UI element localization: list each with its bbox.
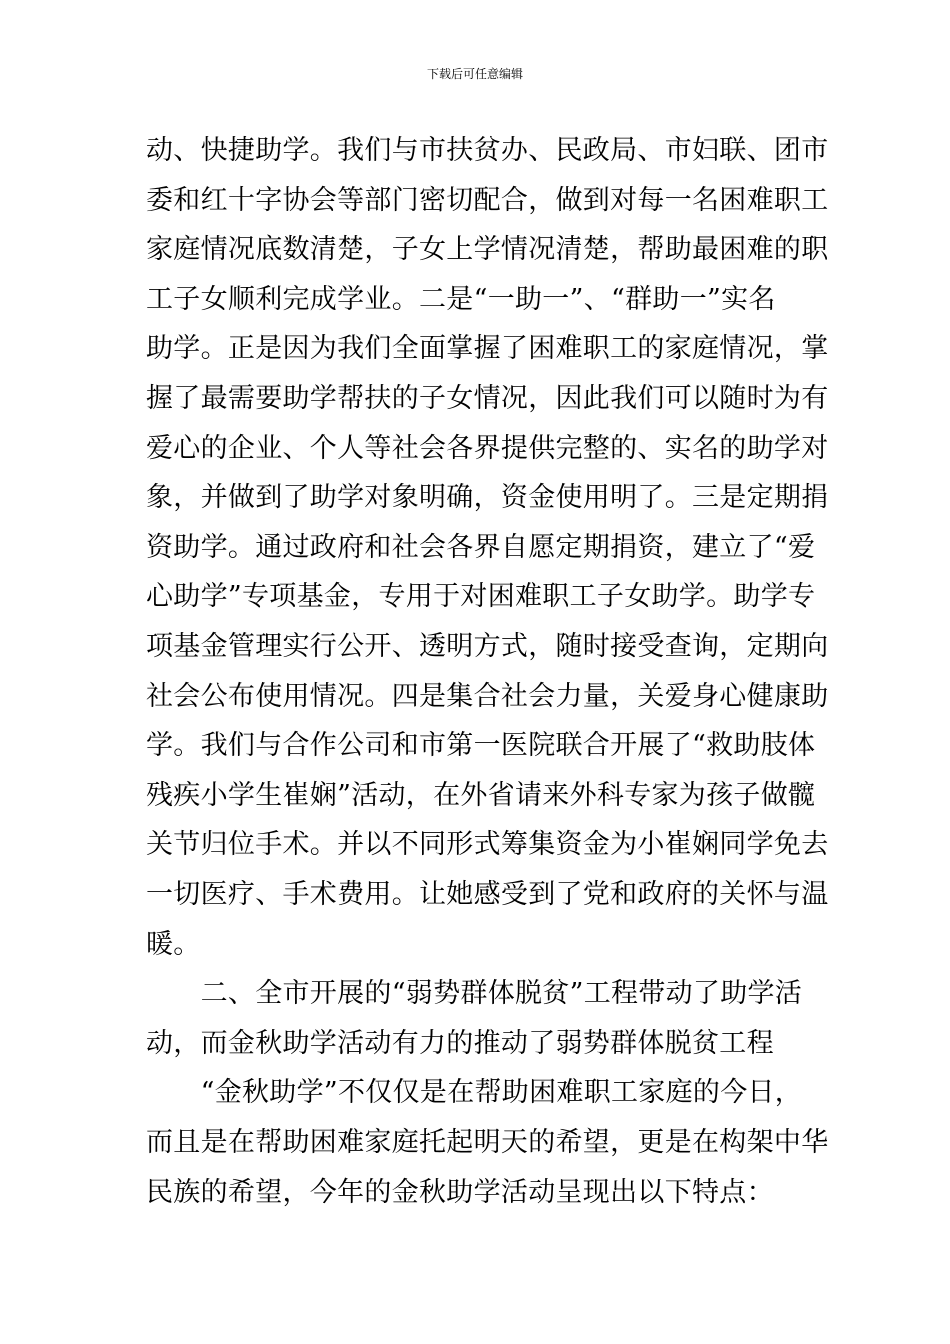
body-line-13: 学。我们与合作公司和市第一医院联合开展了“救助肢体 <box>146 730 816 761</box>
body-line-2: 委和红十字协会等部门密切配合，做到对每一名困难职工 <box>146 185 829 216</box>
body-line-18: 二、全市开展的“弱势群体脱贫”工程带动了助学活 <box>146 978 803 1009</box>
body-line-19: 动，而金秋助学活动有力的推动了弱势群体脱贫工程 <box>146 1028 774 1059</box>
body-line-9: 资助学。通过政府和社会各界自愿定期捐资，建立了“爱 <box>146 532 816 563</box>
body-line-20: “金秋助学”不仅仅是在帮助困难职工家庭的今日， <box>146 1077 803 1108</box>
body-line-22: 民族的希望，今年的金秋助学活动呈现出以下特点： <box>146 1177 774 1208</box>
body-line-11: 项基金管理实行公开、透明方式，随时接受查询，定期向 <box>146 631 829 662</box>
body-line-3: 家庭情况底数清楚，子女上学情况清楚，帮助最困难的职 <box>146 234 829 265</box>
body-line-1: 动、快捷助学。我们与市扶贫办、民政局、市妇联、团市 <box>146 135 829 166</box>
body-line-10: 心助学”专项基金，专用于对困难职工子女助学。助学专 <box>146 581 816 612</box>
body-line-8: 象，并做到了助学对象明确，资金使用明了。三是定期捐 <box>146 482 829 513</box>
body-line-4: 工子女顺利完成学业。二是“一助一”、“群助一”实名 <box>146 284 776 315</box>
page-header: 下载后可任意编辑 <box>426 67 523 81</box>
body-line-14: 残疾小学生崔娴”活动，在外省请来外科专家为孩子做髋 <box>146 780 816 811</box>
body-line-15: 关节归位手术。并以不同形式筹集资金为小崔娴同学免去 <box>146 829 829 860</box>
body-line-5: 助学。正是因为我们全面掌握了困难职工的家庭情况，掌 <box>146 333 829 364</box>
body-line-17: 暖。 <box>146 929 201 960</box>
body-line-7: 爱心的企业、个人等社会各界提供完整的、实名的助学对 <box>146 433 829 464</box>
body-line-6: 握了最需要助学帮扶的子女情况，因此我们可以随时为有 <box>146 383 829 414</box>
body-line-16: 一切医疗、手术费用。让她感受到了党和政府的关怀与温 <box>146 879 829 910</box>
body-line-21: 而且是在帮助困难家庭托起明天的希望，更是在构架中华 <box>146 1127 829 1158</box>
body-line-12: 社会公布使用情况。四是集合社会力量，关爱身心健康助 <box>146 681 829 712</box>
